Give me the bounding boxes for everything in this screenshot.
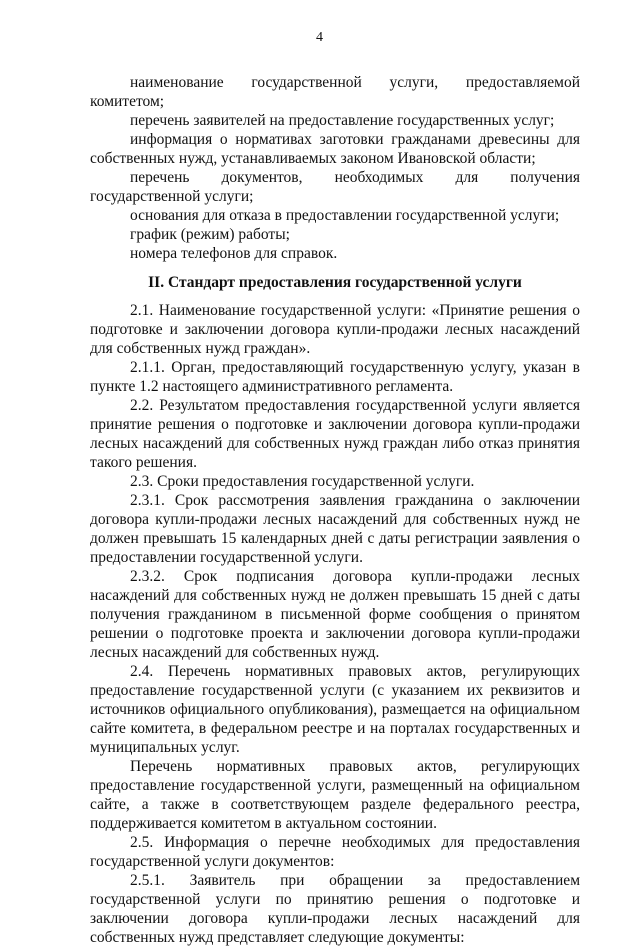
paragraph-2-5-1: 2.5.1. Заявитель при обращении за предоставлением государственной услуги по принятию решения о подготовке и заключении договора купли-продажи лесных насаждений для собственных нужд представляет следующие документы: [90,872,580,946]
intro-item: перечень заявителей на предоставление государственных услуг; [130,112,555,129]
intro-item: номера телефонов для справок. [130,245,338,262]
intro-item: информация о нормативах заготовки гражданами древесины для собственных нужд, устанавливаемых законом Ивановской области; [90,131,580,167]
paragraph-2-4-list: Перечень нормативных правовых актов, регулирующих предоставление государственной услуги, размещенный на официальном сайте, а также в соответствующем разделе федерального реестра, поддерживается комитетом в актуальном состоянии. [90,758,580,832]
paragraph-2-5: 2.5. Информация о перечне необходимых для предоставления государственной услуги документов: [90,834,580,870]
paragraph-2-4: 2.4. Перечень нормативных правовых актов, регулирующих предоставление государственной услуги (с указанием их реквизитов и источников официального опубликования), размещается на официальном сайте комитета, в федеральном реестре и на порталах государственных и муниципальных услуг. [90,663,580,756]
intro-item: наименование государственной услуги, предоставляемой комитетом; [90,74,580,110]
paragraph-2-3-1: 2.3.1. Срок рассмотрения заявления гражданина о заключении договора купли-продажи лесных насаждений для собственных нужд не должен превышать 15 календарных дней с даты регистрации заявления о предоставлении государственной услуги. [90,492,580,566]
paragraph-2-1: 2.1. Наименование государственной услуги: «Принятие решения о подготовке и заключении договора купли-продажи лесных насаждений для собственных нужд граждан». [90,302,580,357]
document-body [90,73,580,947]
page-number: 4 [316,30,323,45]
paragraph-2-1-1: 2.1.1. Орган, предоставляющий государственную услугу, указан в пункте 1.2 настоящего административного регламента. [90,359,580,395]
intro-item: основания для отказа в предоставлении государственной услуги; [130,207,560,224]
paragraph-2-2: 2.2. Результатом предоставления государственной услуги является принятие решения о подготовке и заключении договора купли-продажи лесных насаждений для собственных нужд граждан либо отказ принятия такого решения. [90,397,580,471]
paragraph-2-3-2: 2.3.2. Срок подписания договора купли-продажи лесных насаждений для собственных нужд не должен превышать 15 дней с даты получения гражданином в письменной форме сообщения о принятом решении о подготовке проекта и заключении договора купли-продажи лесных насаждений для собственных нужд. [90,568,580,661]
intro-item: перечень документов, необходимых для получения государственной услуги; [90,169,580,205]
section-heading: II. Стандарт предоставления государственной услуги [148,274,522,291]
intro-item: график (режим) работы; [130,226,290,243]
paragraph-2-3: 2.3. Сроки предоставления государственной услуги. [130,473,475,490]
